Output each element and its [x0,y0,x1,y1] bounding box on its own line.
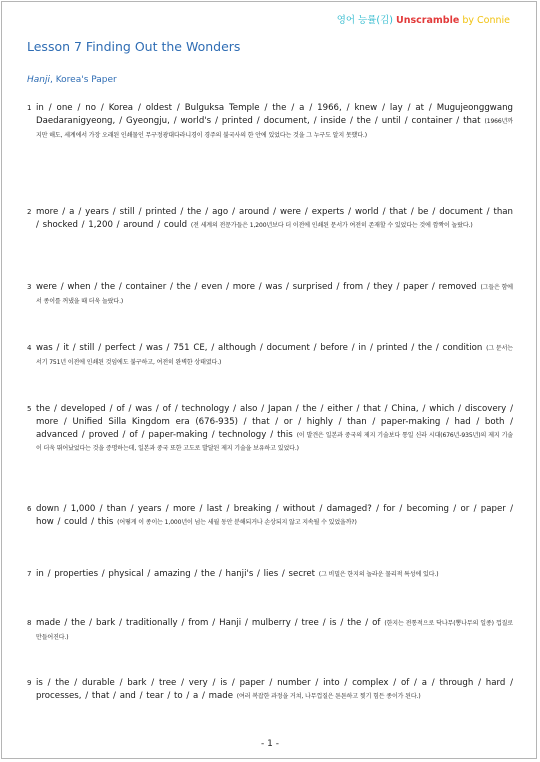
question-item-5 [27,403,513,456]
question-item-4 [27,342,513,370]
section-subtitle [27,75,117,85]
korean-hint: (여러 복잡한 과정을 거쳐, 나무껍질은 튼튼하고 찢기 힘든 종이가 된다.) [236,692,421,700]
header-course: 영어 능률(김) [336,15,394,26]
item-content [36,403,513,456]
question-item-1 [27,102,513,142]
subtitle-hanji: Hanji [27,75,50,85]
korean-hint: (한지는 전통적으로 닥나무(뽕나무의 일종) 껍질로 만들어진다.) [36,620,514,641]
question-item-2 [27,206,513,233]
page-number: - 1 - [261,739,279,749]
scrambled-words: were / when / the / container / the / even / more / was / surprised / from / they / paper / removed [36,282,477,292]
scrambled-words: the / developed / of / was / of / technology / also / Japan / the / either / that / China, / which / discovery / more / Unified Silla Kingdom era (676-935) / that / or / highly / than / paper-making / had / both / advanced / proved / of / paper-making / technology / this [36,404,513,440]
scrambled-words: more / a / years / still / printed / the / ago / around / were / experts / world / that / be / document / than / shocked / 1,200 / around / could [36,207,513,230]
item-number: 7 [27,570,32,578]
question-item-9 [27,677,513,704]
item-content [36,342,513,370]
question-item-8 [27,617,513,645]
item-number: 8 [27,619,32,627]
header-author: by Connie [462,15,510,26]
item-content [36,503,513,530]
question-item-7 [27,568,513,582]
item-number: 2 [27,208,32,216]
korean-hint: (그 문서는 서기 751년 이전에 인쇄된 것임에도 불구하고, 여전히 완벽한 상태였다.) [36,345,513,366]
question-item-3 [27,281,513,309]
korean-hint: (그 비밀은 한지의 놀라운 물리적 특성에 있다.) [318,571,439,578]
item-content [36,102,513,142]
item-number: 9 [27,679,32,687]
scrambled-words: in / one / no / Korea / oldest / Bulguksa Temple / the / a / 1966, / knew / lay / at / Mugujeonggwang Daedaranigyeong, / Gyeongju, / world's / printed / document, / inside / the / until / container / that [36,103,513,126]
scrambled-words: is / the / durable / bark / tree / very / is / paper / number / into / complex / of / a / through / hard / processes, / that / and / tear / to / a / made [36,678,513,701]
scrambled-words: made / the / bark / traditionally / from / Hanji / mulberry / tree / is / the / of [36,618,381,628]
item-number: 6 [27,505,32,513]
korean-hint: (어떻게 이 종이는 1,000년이 넘는 세월 동안 분해되거나 손상되지 않고 지속될 수 있었을까?) [117,518,357,526]
item-number: 1 [27,104,32,112]
question-item-6 [27,503,513,530]
item-content [36,206,513,233]
korean-hint: (그들은 함에서 종이를 꺼냈을 때 더욱 놀랐다.) [36,284,513,305]
item-number: 5 [27,405,32,413]
header-type: Unscramble [396,15,460,26]
korean-hint: (전 세계의 전문가들은 1,200년보다 더 이전에 인쇄된 문서가 여전히 존재할 수 있었다는 것에 깜짝이 놀랐다.) [190,221,473,229]
lesson-title: Lesson 7 Finding Out the Wonders [27,39,241,54]
scrambled-words: in / properties / physical / amazing / the / hanji's / lies / secret [36,569,316,579]
item-content [36,568,513,582]
scrambled-words: down / 1,000 / than / years / more / last / breaking / without / damaged? / for / becoming / or / paper / how / could / this [36,504,513,527]
item-content [36,617,513,645]
header-tag [337,12,510,26]
korean-hint: (이 발견은 일본과 중국의 제지 기술보다 통일 신라 시대(676년-935년)의 제지 기술이 더욱 뛰어났었다는 것을 증명하는데, 일본과 중국 또한 고도로 발달된 제지 기술을 보유하고 있었다.) [36,431,513,453]
scrambled-words: was / it / still / perfect / was / 751 CE, / although / document / before / in / printed / the / condition [36,343,483,353]
korean-hint: (1966년까지만 해도, 세계에서 가장 오래된 인쇄물인 무구정광대다라니경이 경주의 불국사의 한 안에 있었다는 것을 그 누구도 알지 못했다.) [36,117,514,139]
item-content [36,281,513,309]
subtitle-rest: , Korea's Paper [50,75,117,85]
item-number: 3 [27,283,32,291]
item-content [36,677,513,704]
item-number: 4 [27,344,32,352]
